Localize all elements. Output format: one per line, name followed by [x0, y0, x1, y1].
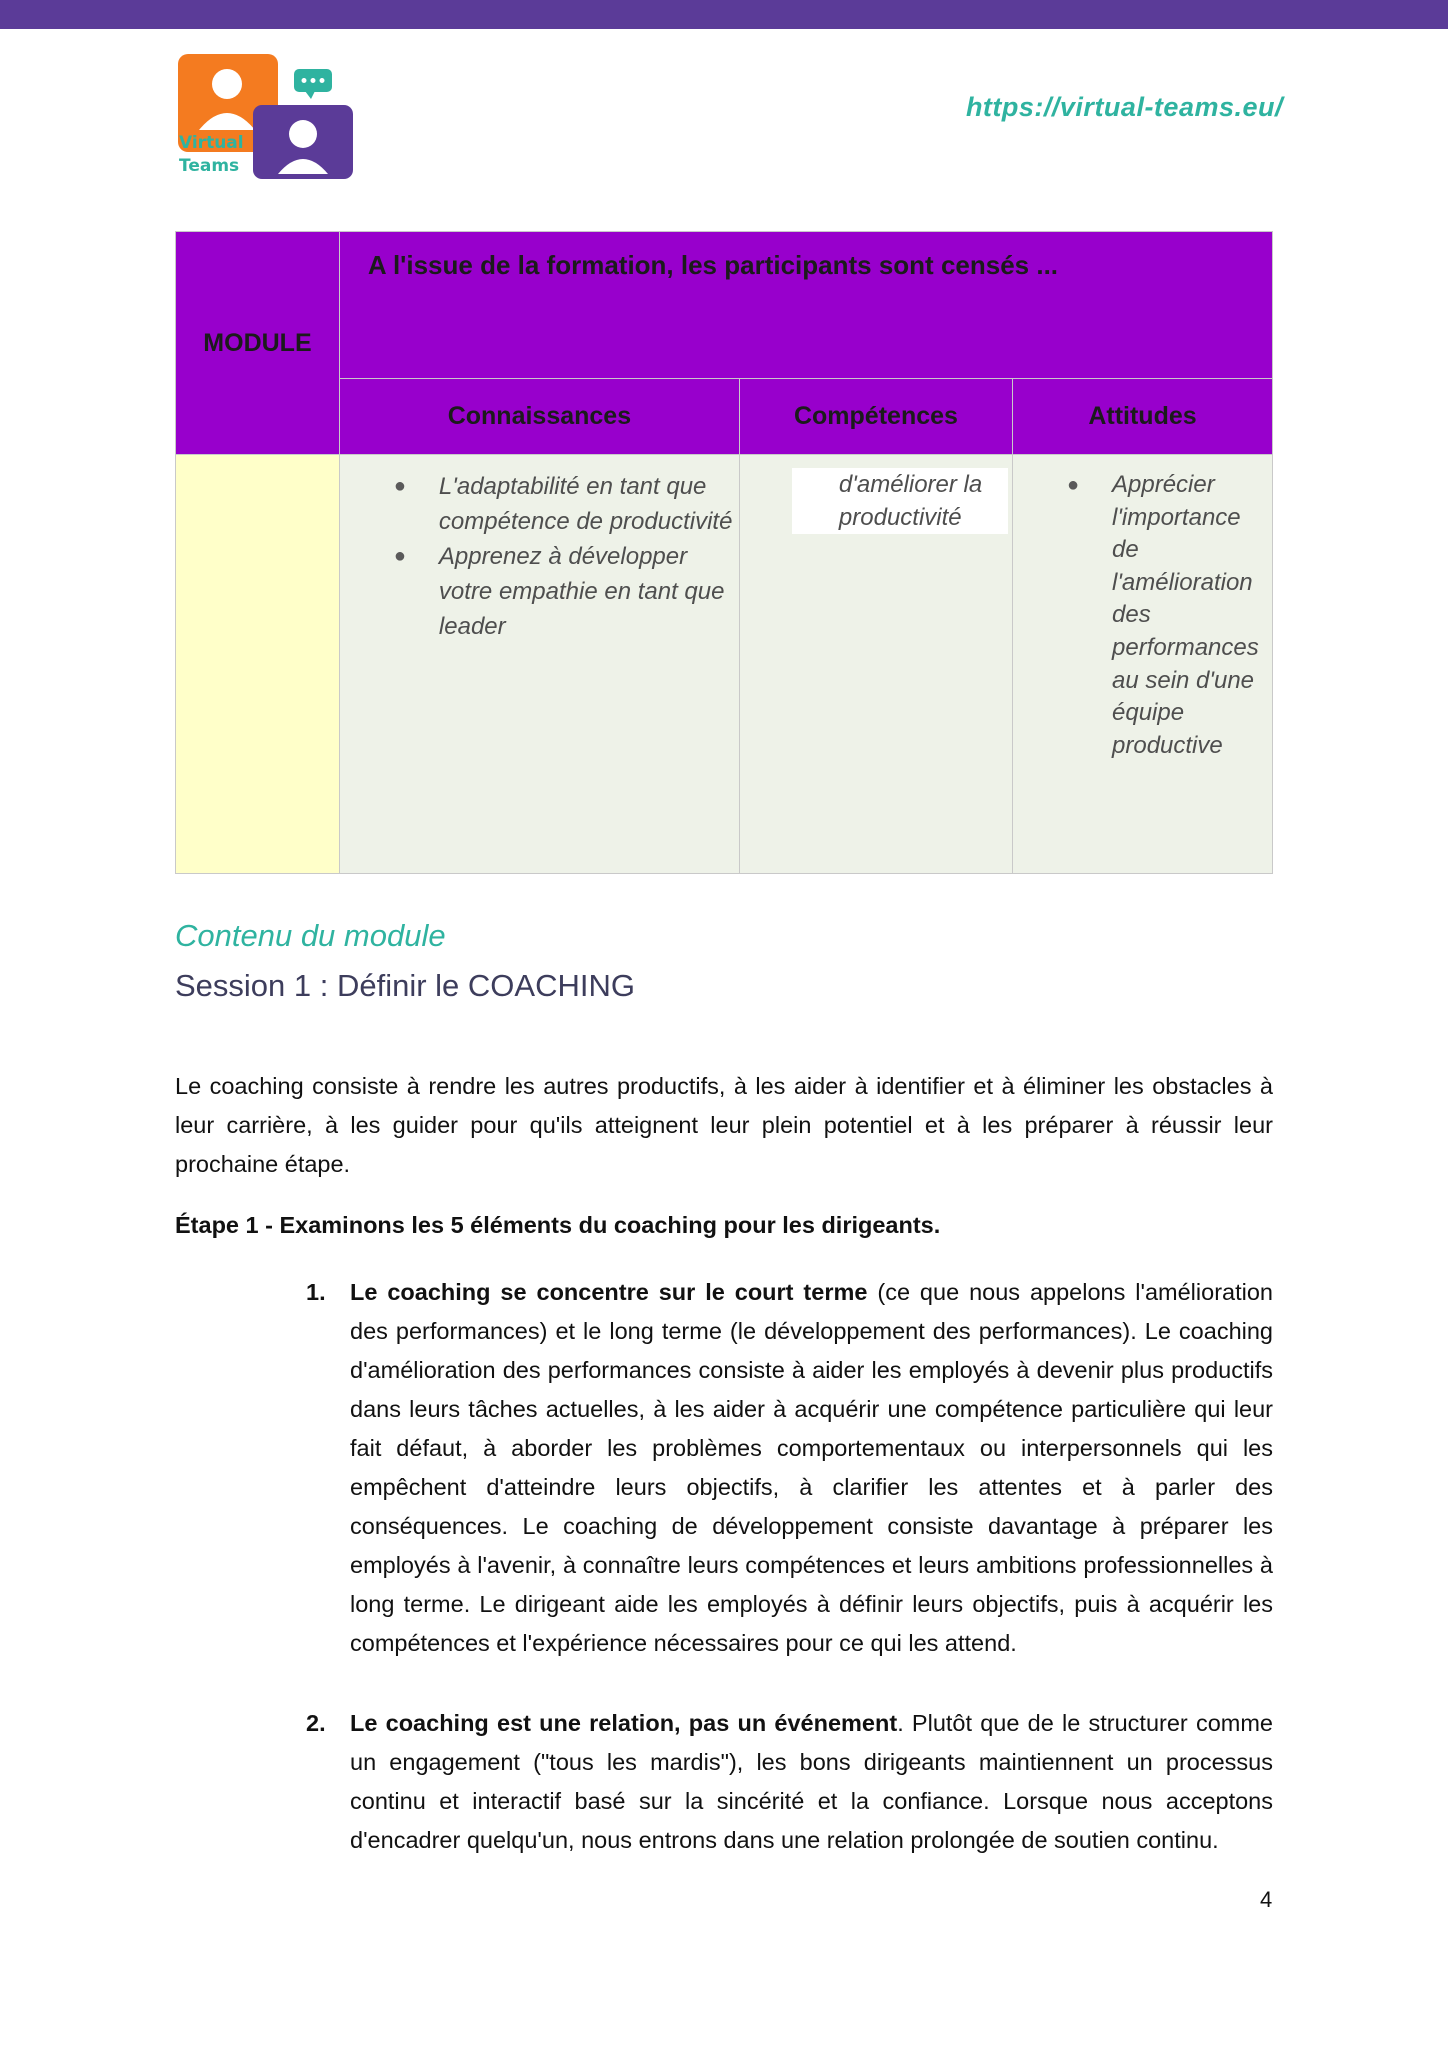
list-item: [306, 1704, 1273, 1860]
list-number: 2.: [306, 1710, 326, 1736]
website-url[interactable]: https://virtual-teams.eu/: [965, 92, 1283, 122]
knowledge-item-text: Apprenez à développer votre empathie en tant que leader: [438, 543, 725, 640]
knowledge-item: [340, 469, 739, 539]
list-item-bold: Le coaching est une relation, pas un événement: [350, 1710, 898, 1736]
intro-paragraph: Le coaching consiste à rendre les autres productifs, à les aider à identifier et à éliminer les obstacles à leur carrière, à les guider pour qu'ils atteignent leur plein potentiel et à les préparer à réussir leur prochaine étape.: [175, 1073, 1273, 1177]
module-header-cell: [176, 232, 340, 455]
bullet-icon: ●: [1067, 474, 1080, 496]
knowledge-item-text: L'adaptabilité en tant que compétence de productivité: [438, 473, 733, 535]
knowledge-item: [340, 539, 739, 644]
step-title: Étape 1 - Examinons les 5 éléments du coaching pour les dirigeants.: [175, 1212, 941, 1238]
session-title: Session 1 : Définir le COACHING: [175, 968, 635, 1003]
list-number: 1.: [306, 1279, 326, 1305]
logo-text-virtual: Virtual: [179, 133, 244, 153]
module-name-cell: [176, 455, 340, 874]
bullet-icon: ●: [393, 475, 407, 497]
intro-header-cell: [339, 232, 1272, 379]
list-item-text: . Plutôt que de le structurer comme un engagement ("tous les mardis"), les bons dirigeants maintiennent un processus continu et interactif basé sur la sincérité et la confiance. Lorsque nous acceptons d'encadrer quelqu'un, nous entrons dans une relation prolongée de soutien continu.: [350, 1710, 1273, 1853]
virtual-teams-logo: [175, 52, 355, 182]
list-item-bold: Le coaching se concentre sur le court terme: [350, 1279, 868, 1305]
bullet-icon: ●: [393, 545, 407, 567]
top-bar: [0, 0, 1448, 29]
page-number: 4: [1260, 1887, 1273, 1912]
list-item-text: (ce que nous appelons l'amélioration des performances) et le long terme (le développement des performances). Le coaching d'amélioration des performances consiste à aider les employés à devenir plus productifs dans leurs tâches actuelles, à les aider à acquérir une compétence particulière qui leur fait défaut, à aborder les problèmes comportementaux ou interpersonnels qui les empêchent d'atteindre leurs objectifs, à clarifier les attentes et à parler des conséquences. Le coaching de développement consiste davantage à préparer les employés à l'avenir, à connaître leurs compétences et leurs ambitions professionnelles à long terme. Le dirigeant aide les employés à définir leurs objectifs, puis à acquérir les compétences et l'expérience nécessaires pour ce qui les attend.: [350, 1279, 1273, 1656]
attitudes-header-label: Attitudes: [1088, 402, 1197, 430]
section-title: Contenu du module: [175, 918, 446, 953]
attitude-item: [1013, 469, 1272, 762]
module-objectives-table: [175, 231, 1273, 874]
knowledge-header-label: Connaissances: [447, 402, 632, 430]
skills-header-label: Compétences: [793, 402, 958, 430]
logo-text-teams: Teams: [179, 156, 240, 176]
skills-cell: [739, 455, 1012, 874]
intro-text: A l'issue de la formation, les participants sont censés ...: [367, 250, 1059, 280]
module-label: MODULE: [203, 328, 312, 357]
attitude-item-text: Apprécier l'importance de l'amélioration des performances au sein d'une équipe productive: [1112, 471, 1259, 759]
list-item: [306, 1273, 1273, 1663]
skills-header: [739, 379, 1012, 455]
knowledge-cell: [339, 455, 739, 874]
skills-text: d'améliorer la productivité: [792, 468, 1008, 534]
attitudes-header: [1013, 379, 1273, 455]
knowledge-header: [339, 379, 739, 455]
attitudes-cell: [1013, 455, 1273, 874]
